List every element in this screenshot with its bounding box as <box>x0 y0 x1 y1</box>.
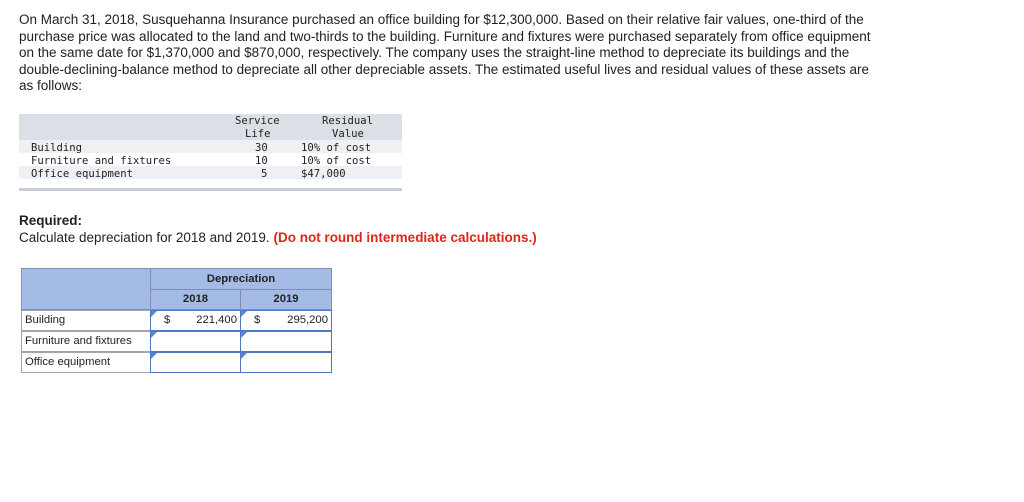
required-title: Required: <box>19 213 83 228</box>
required-instruction-line <box>19 230 537 247</box>
year-2019-header: 2019 <box>240 289 332 310</box>
schedule-header-residual: Residual <box>322 115 374 127</box>
input-marker-icon <box>241 353 247 359</box>
input-marker-icon <box>241 332 247 338</box>
schedule-residual-value: 10% of cost <box>301 142 372 154</box>
row-label-building: Building <box>21 310 151 331</box>
required-instruction: Calculate depreciation for 2018 and 2019. <box>19 229 270 245</box>
schedule-asset-label: Furniture and fixtures <box>31 155 172 167</box>
depreciation-group-header: Depreciation <box>150 268 332 290</box>
schedule-header-value: Value <box>332 128 364 140</box>
schedule-asset-label: Building <box>31 142 83 154</box>
required-section <box>19 213 537 246</box>
header-blank-cell <box>21 268 151 310</box>
row-label-furniture: Furniture and fixtures <box>21 331 151 352</box>
useful-life-schedule <box>19 114 402 192</box>
schedule-header-life: Life <box>245 128 271 140</box>
input-marker-icon <box>151 311 157 317</box>
currency-symbol: $ <box>164 314 171 326</box>
currency-symbol: $ <box>254 314 261 326</box>
problem-statement: On March 31, 2018, Susquehanna Insurance purchased an office building for $12,300,000. Based on their relative fair values, one-third of the purchase price was allocated to the land and two-thirds to the building. Furniture and fixtures were purchased separately from office equipment on the same date for $1,370,000 and $870,000, respectively. The company uses the straight-line method to depreciate its buildings and the double-declining-balance method to depreciate all other depreciable assets. The estimated useful lives and residual values of these assets are as follows: <box>19 12 871 94</box>
schedule-asset-label: Office equipment <box>31 168 134 180</box>
schedule-residual-value: 10% of cost <box>301 155 372 167</box>
schedule-life-value: 10 <box>255 155 268 167</box>
schedule-header-service: Service <box>235 115 280 127</box>
input-marker-icon <box>151 332 157 338</box>
schedule-residual-value: $47,000 <box>301 168 346 180</box>
schedule-life-value: 30 <box>255 142 268 154</box>
office-equipment-2019-input[interactable] <box>240 352 332 373</box>
building-2018-value: 221,400 <box>196 314 237 326</box>
furniture-2018-input[interactable] <box>150 331 241 352</box>
building-2019-input[interactable] <box>240 310 332 331</box>
office-equipment-2018-input[interactable] <box>150 352 241 373</box>
building-2019-value: 295,200 <box>287 314 328 326</box>
input-marker-icon <box>151 353 157 359</box>
row-label-office-equipment: Office equipment <box>21 352 151 373</box>
rounding-note: (Do not round intermediate calculations.) <box>273 229 537 245</box>
furniture-2019-input[interactable] <box>240 331 332 352</box>
year-2018-header: 2018 <box>150 289 241 310</box>
building-2018-input[interactable] <box>150 310 241 331</box>
schedule-life-value: 5 <box>261 168 268 180</box>
schedule-bottom-rule <box>19 188 402 191</box>
input-marker-icon <box>241 311 247 317</box>
